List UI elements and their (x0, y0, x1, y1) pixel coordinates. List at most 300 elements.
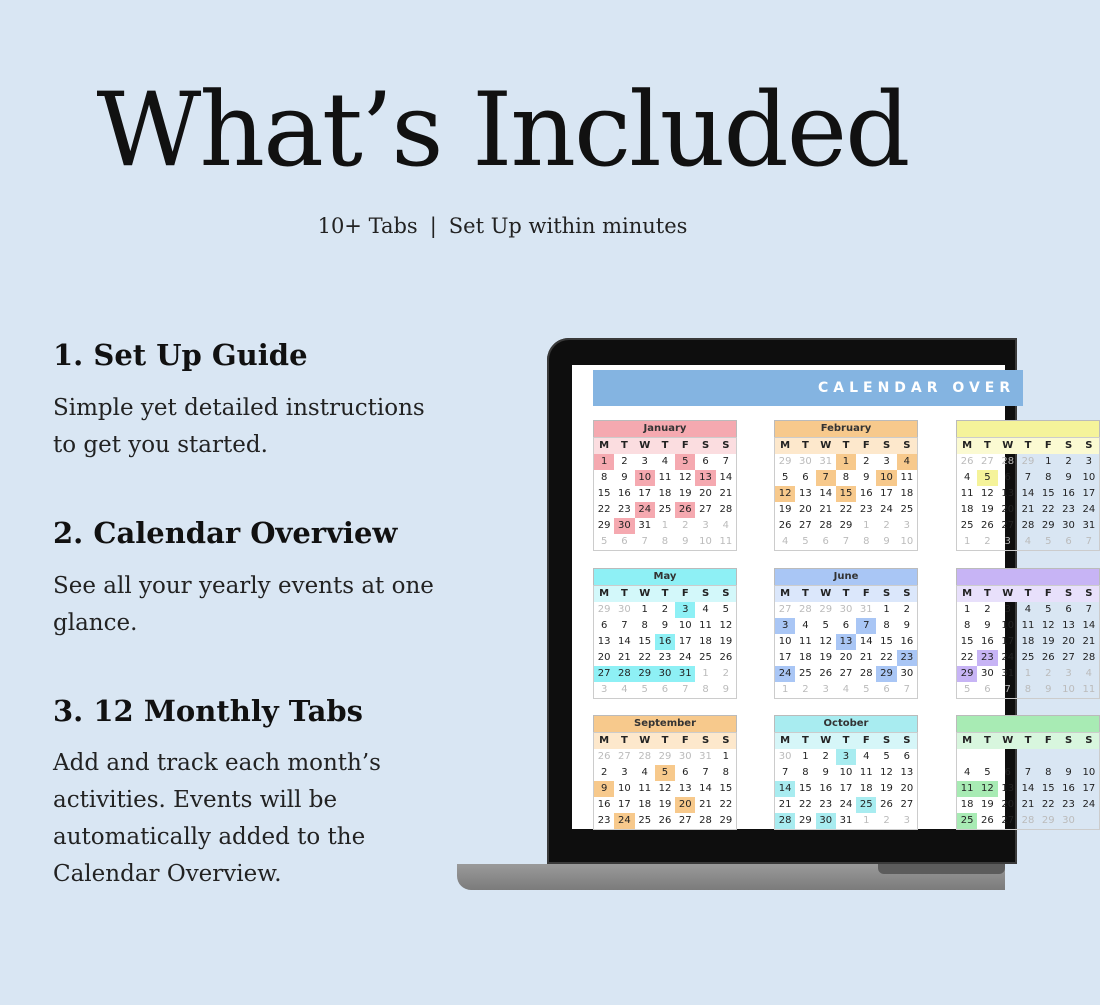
day-cell[interactable]: 30 (816, 813, 836, 829)
day-cell[interactable]: 1 (802, 751, 809, 762)
day-cell[interactable]: 2 (863, 456, 870, 467)
day-cell[interactable]: 13 (1062, 620, 1075, 631)
day-cell[interactable]: 6 (1065, 604, 1072, 615)
day-cell[interactable]: 5 (600, 536, 608, 547)
day-cell[interactable]: 10 (635, 470, 655, 486)
day-cell[interactable]: 9 (621, 472, 628, 483)
day-cell[interactable]: 20 (1001, 504, 1015, 515)
day-cell[interactable]: 2 (661, 604, 669, 615)
day-cell[interactable]: 28 (819, 520, 833, 531)
day-cell[interactable]: 6 (842, 620, 850, 631)
day-cell[interactable]: 22 (719, 799, 733, 810)
day-cell[interactable]: 24 (775, 666, 795, 682)
day-cell[interactable]: 22 (638, 652, 652, 663)
day-cell[interactable]: 3 (883, 456, 890, 467)
month-name[interactable]: June (774, 568, 918, 585)
day-cell[interactable]: 4 (863, 751, 870, 762)
day-cell[interactable]: 24 (614, 813, 634, 829)
day-cell[interactable]: 29 (799, 815, 812, 826)
day-cell[interactable]: 3 (1004, 604, 1011, 615)
day-cell[interactable]: 19 (658, 799, 672, 810)
day-cell[interactable]: 22 (799, 799, 812, 810)
day-cell[interactable]: 23 (859, 504, 873, 515)
day-cell[interactable]: 29 (839, 520, 853, 531)
day-cell[interactable]: 28 (859, 668, 873, 679)
day-cell[interactable]: 1 (641, 604, 648, 615)
day-cell[interactable]: 14 (719, 472, 733, 483)
day-cell[interactable]: 8 (702, 684, 709, 695)
day-cell[interactable]: 6 (984, 684, 991, 695)
day-cell[interactable]: 10 (876, 470, 896, 486)
day-cell[interactable]: 4 (1024, 604, 1032, 615)
day-cell[interactable]: 5 (781, 472, 789, 483)
day-cell[interactable]: 15 (638, 636, 652, 647)
day-cell[interactable]: 28 (719, 504, 733, 515)
month-name[interactable]: October (774, 715, 918, 732)
day-cell[interactable]: 19 (1041, 636, 1055, 647)
day-cell[interactable]: 5 (984, 767, 991, 778)
day-cell[interactable]: 4 (802, 620, 809, 631)
day-cell[interactable]: 23 (1062, 799, 1075, 810)
day-cell[interactable]: 12 (658, 783, 672, 794)
day-cell[interactable]: 26 (960, 456, 974, 467)
day-cell[interactable]: 12 (819, 636, 833, 647)
day-cell[interactable]: 18 (960, 504, 974, 515)
day-cell[interactable]: 23 (819, 799, 833, 810)
day-cell[interactable]: 7 (621, 620, 628, 631)
day-cell[interactable]: 3 (621, 767, 628, 778)
day-cell[interactable]: 7 (1004, 684, 1011, 695)
day-cell[interactable]: 31 (1001, 668, 1015, 679)
day-cell[interactable]: 31 (819, 456, 833, 467)
day-cell[interactable]: 7 (1085, 536, 1093, 547)
day-cell[interactable]: 25 (957, 813, 977, 829)
day-cell[interactable]: 31 (675, 666, 695, 682)
day-cell[interactable]: 11 (859, 767, 873, 778)
day-cell[interactable]: 16 (1062, 783, 1075, 794)
day-cell[interactable]: 21 (719, 488, 733, 499)
month-name[interactable]: May (593, 568, 737, 585)
day-cell[interactable]: 8 (842, 472, 850, 483)
day-cell[interactable]: 14 (1021, 488, 1035, 499)
day-cell[interactable] (1079, 749, 1099, 765)
day-cell[interactable]: 10 (1082, 472, 1096, 483)
day-cell[interactable]: 8 (963, 620, 971, 631)
day-cell[interactable]: 14 (618, 636, 631, 647)
day-cell[interactable]: 12 (719, 620, 733, 631)
day-cell[interactable]: 5 (883, 751, 890, 762)
day-cell[interactable]: 30 (678, 751, 692, 762)
day-cell[interactable]: 3 (641, 456, 648, 467)
day-cell[interactable]: 14 (1082, 620, 1096, 631)
day-cell[interactable]: 18 (799, 652, 812, 663)
day-cell[interactable]: 19 (719, 636, 733, 647)
day-cell[interactable]: 22 (839, 504, 853, 515)
day-cell[interactable]: 9 (1065, 767, 1072, 778)
day-cell[interactable]: 18 (658, 488, 672, 499)
day-cell[interactable]: 23 (658, 652, 672, 663)
day-cell[interactable]: 2 (984, 536, 991, 547)
day-cell[interactable]: 29 (957, 666, 977, 682)
day-cell[interactable]: 6 (600, 620, 608, 631)
day-cell[interactable]: 9 (863, 472, 870, 483)
day-cell[interactable]: 14 (699, 783, 712, 794)
day-cell[interactable]: 9 (883, 536, 890, 547)
day-cell[interactable]: 10 (618, 783, 631, 794)
day-cell[interactable]: 4 (897, 454, 917, 470)
day-cell[interactable]: 20 (900, 783, 914, 794)
day-cell[interactable]: 8 (1045, 472, 1052, 483)
day-cell[interactable] (1079, 813, 1099, 829)
day-cell[interactable]: 3 (836, 749, 856, 765)
month-name[interactable]: September (593, 715, 737, 732)
day-cell[interactable]: 9 (594, 781, 614, 797)
day-cell[interactable]: 8 (863, 536, 870, 547)
day-cell[interactable]: 28 (799, 604, 812, 615)
day-cell[interactable]: 15 (799, 783, 812, 794)
day-cell[interactable]: 6 (883, 684, 890, 695)
day-cell[interactable] (957, 749, 977, 765)
day-cell[interactable]: 21 (1021, 504, 1035, 515)
day-cell[interactable]: 11 (1021, 620, 1035, 631)
day-cell[interactable]: 28 (638, 751, 652, 762)
day-cell[interactable]: 18 (900, 488, 914, 499)
day-cell[interactable]: 30 (799, 456, 812, 467)
day-cell[interactable]: 30 (1062, 520, 1075, 531)
day-cell[interactable]: 8 (661, 536, 669, 547)
day-cell[interactable]: 25 (900, 504, 914, 515)
day-cell[interactable]: 9 (1065, 472, 1072, 483)
day-cell[interactable]: 24 (1001, 652, 1015, 663)
day-cell[interactable]: 12 (775, 486, 795, 502)
day-cell[interactable]: 8 (1045, 767, 1052, 778)
day-cell[interactable]: 15 (719, 783, 733, 794)
day-cell[interactable]: 15 (960, 636, 974, 647)
day-cell[interactable]: 6 (1004, 472, 1011, 483)
day-cell[interactable] (1038, 749, 1058, 765)
day-cell[interactable]: 27 (618, 751, 631, 762)
day-cell[interactable]: 27 (839, 668, 853, 679)
day-cell[interactable]: 4 (661, 456, 669, 467)
day-cell[interactable]: 29 (876, 666, 896, 682)
day-cell[interactable]: 1 (661, 520, 669, 531)
day-cell[interactable]: 15 (1041, 783, 1055, 794)
day-cell[interactable]: 25 (638, 815, 652, 826)
day-cell[interactable]: 6 (702, 456, 709, 467)
day-cell[interactable]: 24 (880, 504, 893, 515)
day-cell[interactable]: 1 (863, 520, 870, 531)
day-cell[interactable]: 16 (597, 799, 611, 810)
day-cell[interactable]: 16 (618, 488, 631, 499)
day-cell[interactable]: 14 (1021, 783, 1035, 794)
day-cell[interactable]: 5 (863, 684, 870, 695)
day-cell[interactable]: 21 (618, 652, 631, 663)
day-cell[interactable]: 31 (839, 815, 853, 826)
day-cell[interactable]: 20 (1001, 799, 1015, 810)
day-cell[interactable]: 1 (594, 454, 614, 470)
day-cell[interactable]: 17 (880, 488, 893, 499)
day-cell[interactable]: 29 (1041, 520, 1055, 531)
day-cell[interactable]: 11 (1082, 684, 1096, 695)
day-cell[interactable]: 26 (880, 799, 893, 810)
day-cell[interactable]: 2 (802, 684, 809, 695)
day-cell[interactable] (998, 749, 1018, 765)
day-cell[interactable]: 12 (977, 781, 997, 797)
day-cell[interactable]: 5 (963, 684, 971, 695)
day-cell[interactable]: 19 (678, 488, 692, 499)
day-cell[interactable]: 11 (658, 472, 672, 483)
day-cell[interactable]: 2 (903, 604, 911, 615)
day-cell[interactable]: 11 (799, 636, 812, 647)
day-cell[interactable]: 29 (778, 456, 792, 467)
day-cell[interactable]: 21 (1021, 799, 1035, 810)
day-cell[interactable]: 27 (1001, 520, 1015, 531)
day-cell[interactable]: 18 (859, 783, 873, 794)
day-cell[interactable] (1058, 749, 1078, 765)
day-cell[interactable]: 27 (699, 504, 712, 515)
day-cell[interactable]: 26 (658, 815, 672, 826)
month-name[interactable] (956, 568, 1100, 585)
day-cell[interactable]: 8 (802, 767, 809, 778)
day-cell[interactable]: 11 (638, 783, 652, 794)
day-cell[interactable]: 5 (1045, 604, 1052, 615)
day-cell[interactable]: 28 (1021, 520, 1035, 531)
day-cell[interactable]: 12 (981, 488, 994, 499)
day-cell[interactable]: 18 (1021, 636, 1035, 647)
day-cell[interactable]: 28 (1001, 456, 1015, 467)
day-cell[interactable]: 6 (822, 536, 829, 547)
day-cell[interactable]: 21 (699, 799, 712, 810)
day-cell[interactable]: 10 (778, 636, 792, 647)
day-cell[interactable]: 6 (682, 767, 689, 778)
day-cell[interactable]: 5 (802, 536, 809, 547)
day-cell[interactable]: 10 (839, 767, 853, 778)
day-cell[interactable]: 3 (702, 520, 709, 531)
day-cell[interactable]: 25 (1021, 652, 1035, 663)
day-cell[interactable]: 7 (682, 684, 689, 695)
day-cell[interactable]: 4 (781, 536, 789, 547)
day-cell[interactable]: 2 (984, 604, 991, 615)
day-cell[interactable]: 1 (1024, 668, 1032, 679)
day-cell[interactable]: 19 (981, 799, 994, 810)
day-cell[interactable]: 4 (621, 684, 628, 695)
day-cell[interactable]: 17 (1001, 636, 1015, 647)
day-cell[interactable]: 1 (863, 815, 870, 826)
day-cell[interactable]: 3 (675, 602, 695, 618)
day-cell[interactable]: 6 (903, 751, 911, 762)
day-cell[interactable]: 4 (1024, 536, 1032, 547)
day-cell[interactable]: 4 (963, 767, 971, 778)
day-cell[interactable]: 29 (1021, 456, 1035, 467)
day-cell[interactable]: 7 (641, 536, 648, 547)
day-cell[interactable]: 29 (597, 604, 611, 615)
day-cell[interactable]: 31 (638, 520, 652, 531)
day-cell[interactable]: 13 (597, 636, 611, 647)
day-cell[interactable]: 30 (618, 604, 631, 615)
day-cell[interactable]: 1 (963, 536, 971, 547)
day-cell[interactable]: 25 (799, 668, 812, 679)
day-cell[interactable]: 23 (597, 815, 611, 826)
day-cell[interactable]: 29 (1041, 815, 1055, 826)
day-cell[interactable]: 1 (883, 604, 890, 615)
day-cell[interactable]: 28 (699, 815, 712, 826)
day-cell[interactable]: 29 (658, 751, 672, 762)
day-cell[interactable]: 14 (775, 781, 795, 797)
day-cell[interactable]: 15 (880, 636, 893, 647)
day-cell[interactable]: 27 (594, 666, 614, 682)
day-cell[interactable]: 3 (600, 684, 608, 695)
day-cell[interactable]: 2 (1045, 668, 1052, 679)
day-cell[interactable]: 27 (1062, 652, 1075, 663)
day-cell[interactable]: 13 (799, 488, 812, 499)
day-cell[interactable]: 26 (597, 751, 611, 762)
month-name[interactable]: February (774, 420, 918, 437)
day-cell[interactable]: 6 (1065, 536, 1072, 547)
day-cell[interactable]: 16 (900, 636, 914, 647)
day-cell[interactable]: 21 (1082, 636, 1096, 647)
day-cell[interactable]: 4 (1085, 668, 1093, 679)
day-cell[interactable]: 27 (678, 815, 692, 826)
day-cell[interactable]: 3 (1085, 456, 1093, 467)
day-cell[interactable]: 27 (778, 604, 792, 615)
day-cell[interactable] (1018, 749, 1038, 765)
day-cell[interactable]: 29 (819, 604, 833, 615)
day-cell[interactable]: 16 (655, 634, 675, 650)
day-cell[interactable]: 26 (778, 520, 792, 531)
day-cell[interactable]: 11 (719, 536, 733, 547)
day-cell[interactable]: 1 (836, 454, 856, 470)
day-cell[interactable]: 5 (675, 454, 695, 470)
day-cell[interactable]: 14 (859, 636, 873, 647)
day-cell[interactable]: 2 (682, 520, 689, 531)
day-cell[interactable]: 26 (981, 815, 994, 826)
day-cell[interactable]: 11 (957, 781, 977, 797)
day-cell[interactable]: 2 (822, 751, 829, 762)
day-cell[interactable]: 30 (778, 751, 792, 762)
day-cell[interactable]: 28 (775, 813, 795, 829)
day-cell[interactable]: 22 (1041, 799, 1055, 810)
day-cell[interactable]: 12 (880, 767, 893, 778)
day-cell[interactable]: 29 (597, 520, 611, 531)
day-cell[interactable]: 2 (600, 767, 608, 778)
day-cell[interactable]: 31 (859, 604, 873, 615)
month-name[interactable] (956, 420, 1100, 437)
day-cell[interactable]: 27 (799, 520, 812, 531)
day-cell[interactable]: 17 (839, 783, 853, 794)
day-cell[interactable]: 23 (977, 650, 997, 666)
day-cell[interactable]: 28 (1082, 652, 1096, 663)
day-cell[interactable]: 12 (678, 472, 692, 483)
day-cell[interactable]: 17 (778, 652, 792, 663)
day-cell[interactable]: 20 (839, 652, 853, 663)
day-cell[interactable]: 9 (984, 620, 991, 631)
day-cell[interactable]: 7 (781, 767, 789, 778)
day-cell[interactable]: 7 (856, 618, 876, 634)
day-cell[interactable]: 10 (1001, 620, 1015, 631)
day-cell[interactable]: 27 (900, 799, 914, 810)
day-cell[interactable]: 20 (675, 797, 695, 813)
day-cell[interactable]: 24 (839, 799, 853, 810)
day-cell[interactable]: 17 (618, 799, 631, 810)
day-cell[interactable]: 26 (675, 502, 695, 518)
day-cell[interactable]: 18 (960, 799, 974, 810)
day-cell[interactable]: 23 (897, 650, 917, 666)
day-cell[interactable]: 19 (819, 652, 833, 663)
day-cell[interactable]: 5 (1045, 536, 1052, 547)
day-cell[interactable]: 17 (678, 636, 692, 647)
day-cell[interactable]: 15 (836, 486, 856, 502)
day-cell[interactable]: 5 (722, 604, 730, 615)
day-cell[interactable]: 25 (960, 520, 974, 531)
day-cell[interactable]: 9 (661, 620, 669, 631)
day-cell[interactable] (977, 749, 997, 765)
day-cell[interactable]: 11 (960, 488, 974, 499)
day-cell[interactable]: 22 (880, 652, 893, 663)
day-cell[interactable]: 13 (900, 767, 914, 778)
day-cell[interactable]: 5 (655, 765, 675, 781)
day-cell[interactable]: 23 (618, 504, 631, 515)
day-cell[interactable]: 1 (722, 751, 730, 762)
day-cell[interactable]: 1 (781, 684, 789, 695)
day-cell[interactable]: 8 (883, 620, 890, 631)
day-cell[interactable]: 24 (635, 502, 655, 518)
day-cell[interactable]: 18 (638, 799, 652, 810)
day-cell[interactable]: 21 (778, 799, 792, 810)
day-cell[interactable]: 3 (1065, 668, 1072, 679)
day-cell[interactable]: 24 (1082, 799, 1096, 810)
month-name[interactable] (956, 715, 1100, 732)
day-cell[interactable]: 21 (859, 652, 873, 663)
day-cell[interactable]: 15 (597, 488, 611, 499)
day-cell[interactable]: 19 (880, 783, 893, 794)
day-cell[interactable]: 2 (883, 520, 890, 531)
day-cell[interactable]: 26 (981, 520, 994, 531)
day-cell[interactable]: 19 (981, 504, 994, 515)
day-cell[interactable]: 16 (981, 636, 994, 647)
day-cell[interactable]: 7 (702, 767, 709, 778)
day-cell[interactable]: 30 (655, 666, 675, 682)
month-name[interactable]: January (593, 420, 737, 437)
day-cell[interactable]: 22 (1041, 504, 1055, 515)
day-cell[interactable]: 22 (960, 652, 974, 663)
day-cell[interactable]: 29 (635, 666, 655, 682)
day-cell[interactable]: 4 (722, 520, 730, 531)
day-cell[interactable]: 30 (981, 668, 994, 679)
day-cell[interactable]: 19 (778, 504, 792, 515)
day-cell[interactable]: 13 (836, 634, 856, 650)
day-cell[interactable]: 2 (621, 456, 628, 467)
day-cell[interactable]: 13 (695, 470, 715, 486)
day-cell[interactable]: 7 (816, 470, 836, 486)
day-cell[interactable]: 30 (839, 604, 853, 615)
day-cell[interactable]: 4 (842, 684, 850, 695)
day-cell[interactable]: 25 (658, 504, 672, 515)
day-cell[interactable]: 11 (900, 472, 914, 483)
day-cell[interactable]: 3 (822, 684, 829, 695)
day-cell[interactable]: 13 (1001, 488, 1015, 499)
day-cell[interactable]: 20 (699, 488, 712, 499)
day-cell[interactable]: 24 (1082, 504, 1096, 515)
day-cell[interactable]: 15 (1041, 488, 1055, 499)
day-cell[interactable]: 22 (597, 504, 611, 515)
day-cell[interactable]: 8 (600, 472, 608, 483)
day-cell[interactable]: 17 (638, 488, 652, 499)
day-cell[interactable]: 10 (1062, 684, 1075, 695)
day-cell[interactable]: 17 (1082, 488, 1096, 499)
day-cell[interactable]: 2 (883, 815, 890, 826)
day-cell[interactable]: 28 (1021, 815, 1035, 826)
day-cell[interactable]: 30 (900, 668, 914, 679)
